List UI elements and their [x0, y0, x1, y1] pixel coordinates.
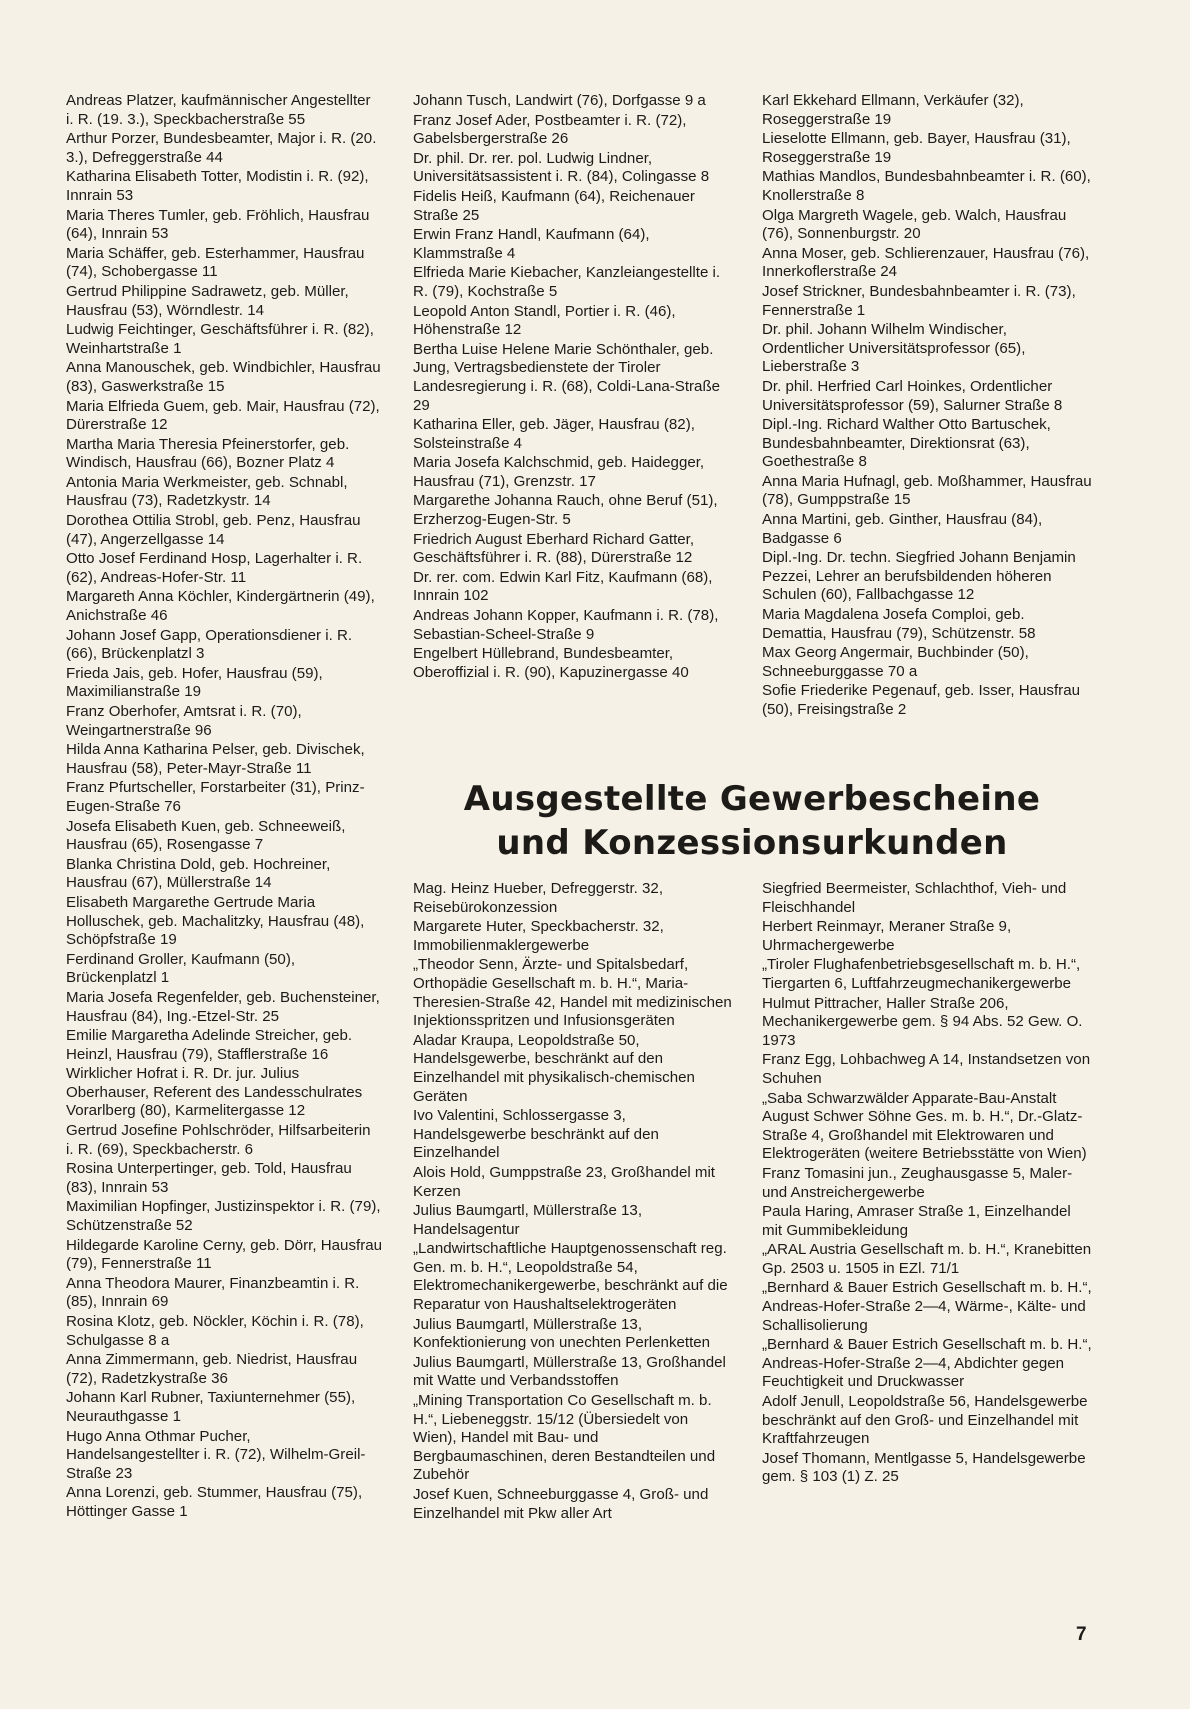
list-item: Hugo Anna Othmar Pucher, Handelsangestellter i. R. (72), Wilhelm-Greil-Straße 23 — [66, 1427, 366, 1482]
list-item: Rosina Unterpertinger, geb. Told, Hausfrau (83), Innrain 53 — [66, 1160, 352, 1196]
list-item: Johann Josef Gapp, Operationsdiener i. R. (66), Brückenplatzl 3 — [66, 626, 353, 663]
list-item: Josef Kuen, Schneeburggasse 4, Groß- und Einzelhandel mit Pkw aller Art — [413, 1486, 709, 1522]
list-item: Max Georg Angermair, Buchbinder (50), Schneeburggasse 70 a — [762, 644, 1029, 680]
list-item: Siegfried Beermeister, Schlachthof, Vieh- und Fleischhandel — [762, 880, 1067, 916]
list-item: Gertrud Josefine Pohlschröder, Hilfsarbeiterin i. R. (69), Speckbacherstr. 6 — [66, 1122, 371, 1158]
list-item: Ferdinand Groller, Kaufmann (50), Brückenplatzl 1 — [66, 950, 296, 987]
licenses-column-1 — [413, 880, 733, 1524]
list-item: Anna Martini, geb. Ginther, Hausfrau (84), Badgasse 6 — [762, 511, 1043, 547]
list-item: Andreas Johann Kopper, Kaufmann i. R. (78), Sebastian-Scheel-Straße 9 — [413, 607, 719, 643]
list-item: Julius Baumgartl, Müllerstraße 13, Handelsagentur — [413, 1202, 643, 1238]
list-item: Maria Schäffer, geb. Esterhammer, Hausfrau (74), Schobergasse 11 — [66, 244, 365, 281]
list-item: Josef Thomann, Mentlgasse 5, Handelsgewerbe gem. § 103 (1) Z. 25 — [762, 1449, 1086, 1486]
list-item: „Mining Transportation Co Gesellschaft m. b. H.“, Liebeneggstr. 15/12 (Übersiedelt von Wien), Handel mit Bau- und Bergbaumaschinen, deren Bestandteilen und Zubehör — [413, 1392, 716, 1484]
list-item: Franz Pfurtscheller, Forstarbeiter (31), Prinz-Eugen-Straße 76 — [66, 779, 365, 815]
list-item: Maria Theres Tumler, geb. Fröhlich, Hausfrau (64), Innrain 53 — [66, 206, 370, 243]
list-item: Aladar Kraupa, Leopoldstraße 50, Handelsgewerbe, beschränkt auf den Einzelhandel mit physikalisch-chemischen Geräten — [413, 1031, 695, 1105]
list-item: Frieda Jais, geb. Hofer, Hausfrau (59), Maximilianstraße 19 — [66, 664, 323, 701]
list-item: Ludwig Feichtinger, Geschäftsführer i. R. (82), Weinhartstraße 1 — [66, 321, 374, 357]
death-notices-column-1 — [66, 92, 382, 1523]
list-item: Anna Theodora Maurer, Finanzbeamtin i. R. (85), Innrain 69 — [66, 1274, 360, 1311]
list-item: Antonia Maria Werkmeister, geb. Schnabl, Hausfrau (73), Radetzkystr. 14 — [66, 473, 348, 510]
list-item: Maximilian Hopfinger, Justizinspektor i. R. (79), Schützenstraße 52 — [66, 1198, 381, 1235]
list-item: Franz Josef Ader, Postbeamter i. R. (72), Gabelsbergerstraße 26 — [413, 111, 687, 148]
section-heading-line-1: Ausgestellte Gewerbescheine — [463, 779, 1041, 819]
list-item: Hulmut Pittracher, Haller Straße 206, Mechanikergewerbe gem. § 94 Abs. 52 Gew. O. 1973 — [762, 994, 1083, 1049]
list-item: „Bernhard & Bauer Estrich Gesellschaft m. b. H.“, Andreas-Hofer-Straße 2—4, Wärme-, Kälte- und Schallisolierung — [762, 1279, 1092, 1334]
list-item: Elisabeth Margarethe Gertrude Maria Holluschek, geb. Machalitzky, Hausfrau (48), Schöpfstraße 19 — [66, 893, 365, 949]
list-item: Margareth Anna Köchler, Kindergärtnerin (49), Anichstraße 46 — [66, 588, 375, 625]
list-item: „Tiroler Flughafenbetriebsgesellschaft m. b. H.“, Tiergarten 6, Luftfahrzeugmechanikergewerbe — [762, 956, 1081, 992]
list-item: „Saba Schwarzwälder Apparate-Bau-Anstalt August Schwer Söhne Ges. m. b. H.“, Dr.-Glatz-Straße 4, Großhandel mit Elektrowaren und Elektrogeräten (weitere Betriebsstätte von Wien) — [762, 1089, 1087, 1163]
list-item: Josef Strickner, Bundesbahnbeamter i. R. (73), Fennerstraße 1 — [762, 282, 1076, 319]
list-item: Maria Josefa Kalchschmid, geb. Haidegger, Hausfrau (71), Grenzstr. 17 — [413, 454, 705, 490]
list-item: Blanka Christina Dold, geb. Hochreiner, Hausfrau (67), Müllerstraße 14 — [66, 855, 331, 892]
list-item: Friedrich August Eberhard Richard Gatter, Geschäftsführer i. R. (88), Dürerstraße 12 — [413, 530, 695, 567]
list-item: Fidelis Heiß, Kaufmann (64), Reichenauer Straße 25 — [413, 187, 695, 224]
list-item: Adolf Jenull, Leopoldstraße 56, Handelsgewerbe beschränkt auf den Groß- und Einzelhandel mit Kraftfahrzeugen — [762, 1393, 1088, 1448]
list-item: Lieselotte Ellmann, geb. Bayer, Hausfrau (31), Roseggerstraße 19 — [762, 130, 1071, 166]
list-item: Paula Haring, Amraser Straße 1, Einzelhandel mit Gummibekleidung — [762, 1203, 1071, 1239]
list-item: Anna Maria Hufnagl, geb. Moßhammer, Hausfrau (78), Gumppstraße 15 — [762, 472, 1092, 509]
list-item: Dipl.-Ing. Dr. techn. Siegfried Johann Benjamin Pezzei, Lehrer an berufsbildenden höheren Schulen (60), Fallbachgasse 12 — [762, 549, 1076, 604]
list-item: Mathias Mandlos, Bundesbahnbeamter i. R. (60), Knollerstraße 8 — [762, 168, 1091, 204]
list-item: Gertrud Philippine Sadrawetz, geb. Müller, Hausfrau (53), Wörndlestr. 14 — [66, 282, 349, 319]
list-item: Andreas Platzer, kaufmännischer Angestellter i. R. (19. 3.), Speckbacherstraße 55 — [66, 92, 371, 128]
list-item: Dr. rer. com. Edwin Karl Fitz, Kaufmann (68), Innrain 102 — [413, 568, 713, 605]
list-item: „Landwirtschaftliche Hauptgenossenschaft reg. Gen. m. b. H.“, Leopoldstraße 54, Elektromechanikergewerbe, beschränkt auf die Reparatur von Haushaltselektrogeräten — [413, 1240, 728, 1314]
list-item: Ivo Valentini, Schlossergasse 3, Handelsgewerbe beschränkt auf den Einzelhandel — [413, 1107, 659, 1162]
list-item: Alois Hold, Gumppstraße 23, Großhandel mit Kerzen — [413, 1163, 716, 1200]
death-notices-column-2 — [413, 92, 733, 683]
list-item: Olga Margreth Wagele, geb. Walch, Hausfrau (76), Sonnenburgstr. 20 — [762, 206, 1067, 243]
list-item: Anna Moser, geb. Schlierenzauer, Hausfrau (76), Innerkoflerstraße 24 — [762, 244, 1090, 281]
list-item: Franz Egg, Lohbachweg A 14, Instandsetzen von Schuhen — [762, 1051, 1091, 1087]
list-item: Dr. phil. Johann Wilhelm Windischer, Ordentlicher Universitätsprofessor (65), Lieberstraße 3 — [762, 321, 1026, 376]
list-item: Katharina Elisabeth Totter, Modistin i. R. (92), Innrain 53 — [66, 168, 369, 204]
list-item: Julius Baumgartl, Müllerstraße 13, Konfektionierung von unechten Perlenketten — [413, 1315, 711, 1352]
list-item: Engelbert Hüllebrand, Bundesbeamter, Oberoffizial i. R. (90), Kapuzinergasse 40 — [413, 645, 689, 681]
list-item: Sofie Friederike Pegenauf, geb. Isser, Hausfrau (50), Freisingstraße 2 — [762, 682, 1080, 718]
list-item: Dr. phil. Dr. rer. pol. Ludwig Lindner, Universitätsassistent i. R. (84), Colingasse 8 — [413, 149, 710, 186]
list-item: „Theodor Senn, Ärzte- und Spitalsbedarf, Orthopädie Gesellschaft m. b. H.“, Maria-Theresien-Straße 42, Handel mit medizinischen Injektionsspritzen und Infusionsgeräten — [413, 956, 732, 1030]
section-heading — [412, 777, 1092, 865]
list-item: Elfrieda Marie Kiebacher, Kanzleiangestellte i. R. (79), Kochstraße 5 — [413, 264, 721, 300]
list-item: Josefa Elisabeth Kuen, geb. Schneeweiß, Hausfrau (65), Rosengasse 7 — [66, 817, 346, 854]
list-item: Anna Lorenzi, geb. Stummer, Hausfrau (75), Höttinger Gasse 1 — [66, 1484, 363, 1520]
list-item: Maria Josefa Regenfelder, geb. Buchensteiner, Hausfrau (84), Ing.-Etzel-Str. 25 — [66, 988, 380, 1025]
list-item: Martha Maria Theresia Pfeinerstorfer, geb. Windisch, Hausfrau (66), Bozner Platz 4 — [66, 435, 350, 472]
list-item: „Bernhard & Bauer Estrich Gesellschaft m. b. H.“, Andreas-Hofer-Straße 2—4, Abdichter gegen Feuchtigkeit und Druckwasser — [762, 1336, 1092, 1391]
list-item: Anna Zimmermann, geb. Niedrist, Hausfrau (72), Radetzkystraße 36 — [66, 1351, 358, 1387]
list-item: Franz Oberhofer, Amtsrat i. R. (70), Weingartnerstraße 96 — [66, 703, 302, 739]
list-item: Maria Magdalena Josefa Comploi, geb. Demattia, Hausfrau (79), Schützenstr. 58 — [762, 606, 1036, 642]
list-item: „ARAL Austria Gesellschaft m. b. H.“, Kranebitten Gp. 2503 u. 1505 in EZl. 71/1 — [762, 1241, 1092, 1277]
list-item: Margarethe Johanna Rauch, ohne Beruf (51), Erzherzog-Eugen-Str. 5 — [413, 492, 718, 529]
death-notices-column-3 — [762, 92, 1092, 721]
list-item: Katharina Eller, geb. Jäger, Hausfrau (82), Solsteinstraße 4 — [413, 416, 695, 452]
list-item: Arthur Porzer, Bundesbeamter, Major i. R. (20. 3.), Defreggerstraße 44 — [66, 130, 377, 166]
list-item: Rosina Klotz, geb. Nöckler, Köchin i. R. (78), Schulgasse 8 a — [66, 1313, 364, 1349]
list-item: Margarete Huter, Speckbacherstr. 32, Immobilienmaklergewerbe — [413, 918, 664, 954]
list-item: Julius Baumgartl, Müllerstraße 13, Großhandel mit Watte und Verbandsstoffen — [413, 1353, 726, 1390]
list-item: Johann Karl Rubner, Taxiunternehmer (55), Neurauthgasse 1 — [66, 1389, 356, 1425]
list-item: Hilda Anna Katharina Pelser, geb. Divischek, Hausfrau (58), Peter-Mayr-Straße 11 — [66, 741, 365, 777]
list-item: Hildegarde Karoline Cerny, geb. Dörr, Hausfrau (79), Fennerstraße 11 — [66, 1236, 383, 1273]
list-item: Herbert Reinmayr, Meraner Straße 9, Uhrmachergewerbe — [762, 918, 1012, 954]
list-item: Karl Ekkehard Ellmann, Verkäufer (32), Roseggerstraße 19 — [762, 92, 1024, 128]
section-heading-line-2: und Konzessionsurkunden — [496, 823, 1008, 863]
list-item: Dipl.-Ing. Richard Walther Otto Bartuschek, Bundesbahnbeamter, Direktionsrat (63), Goethestraße 8 — [762, 416, 1051, 471]
licenses-column-2 — [762, 880, 1092, 1488]
list-item: Maria Elfrieda Guem, geb. Mair, Hausfrau (72), Dürerstraße 12 — [66, 397, 380, 434]
list-item: Otto Josef Ferdinand Hosp, Lagerhalter i. R. (62), Andreas-Hofer-Str. 11 — [66, 550, 363, 586]
list-item: Anna Manouschek, geb. Windbichler, Hausfrau (83), Gaswerkstraße 15 — [66, 359, 381, 395]
list-item: Mag. Heinz Hueber, Defreggerstr. 32, Reisebürokonzession — [413, 880, 664, 916]
list-item: Erwin Franz Handl, Kaufmann (64), Klammstraße 4 — [413, 226, 650, 262]
list-item: Dorothea Ottilia Strobl, geb. Penz, Hausfrau (47), Angerzellgasse 14 — [66, 512, 361, 548]
page-number: 7 — [1076, 1624, 1087, 1645]
list-item: Dr. phil. Herfried Carl Hoinkes, Ordentlicher Universitätsprofessor (59), Salurner Straße 8 — [762, 377, 1063, 414]
list-item: Emilie Margaretha Adelinde Streicher, geb. Heinzl, Hausfrau (79), Stafflerstraße 16 — [66, 1027, 353, 1063]
list-item: Johann Tusch, Landwirt (76), Dorfgasse 9 a — [413, 92, 706, 109]
list-item: Wirklicher Hofrat i. R. Dr. jur. Julius Oberhauser, Referent des Landesschulrates Vorarlberg (80), Karmelitergasse 12 — [66, 1065, 363, 1120]
list-item: Franz Tomasini jun., Zeughausgasse 5, Maler- und Anstreichergewerbe — [762, 1164, 1073, 1201]
list-item: Leopold Anton Standl, Portier i. R. (46), Höhenstraße 12 — [413, 302, 676, 339]
list-item: Bertha Luise Helene Marie Schönthaler, geb. Jung, Vertragsbedienstete der Tiroler Landesregierung i. R. (68), Coldi-Lana-Straße 29 — [413, 340, 721, 414]
